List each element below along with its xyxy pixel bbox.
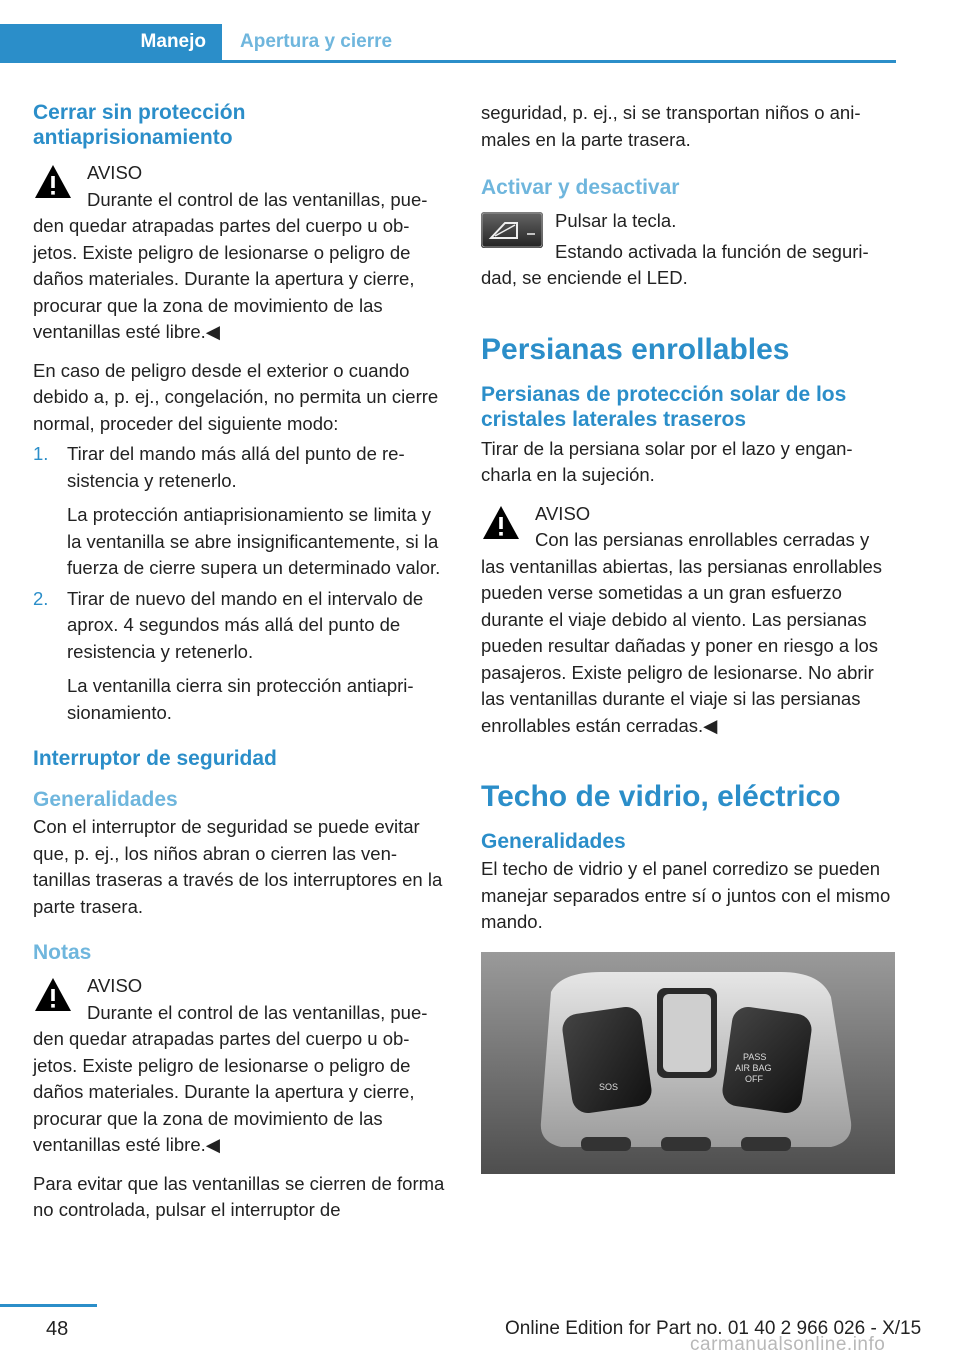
paragraph-estando: Estando activada la función de seguridad, se enciende el LED. [481, 240, 869, 288]
list-subtext: La protección antiaprisionamiento se limita y la ventanilla se abre insignificantemente, si la fuerza de cierre supera un determinado valor. [67, 504, 441, 578]
heading-interruptor: Interruptor de seguridad [33, 747, 277, 770]
window-lock-icon [481, 212, 543, 248]
footer-divider [0, 1304, 97, 1307]
warning-icon [33, 162, 73, 202]
warning-icon [33, 975, 73, 1015]
heading-notas: Notas [33, 941, 92, 964]
warning-title: AVISO [535, 502, 591, 524]
warning-title: AVISO [87, 975, 143, 996]
paragraph-generalidades: Con el interruptor de seguridad se puede evitar que, p. ej., los niños abran o cierren las ventanillas traseras a través de los interruptores en la parte trasera. [33, 816, 443, 917]
heading-techo: Techo de vidrio, eléctrico [481, 780, 841, 813]
off-label: OFF [745, 1073, 763, 1084]
warning-text: Con las persianas enrollables cerradas y las ventanillas abiertas, las persianas enrollables pueden verse sometidas a un gran esfuerzo durante el viaje debido al viento. Las persianas pueden resultar dañadas y poner en riesgo a los pasajeros. Existe peligro de lesionarse. No abrir las ventanillas durante el viaje si las persianas enrollables están cerradas.◀ [481, 529, 883, 736]
list-text: Tirar del mando más allá del punto de resistencia y retenerlo. [67, 443, 405, 491]
sos-label: SOS [599, 1081, 619, 1092]
warning-title: AVISO [87, 162, 143, 183]
overhead-console-photo [481, 952, 895, 1174]
page-header [0, 0, 960, 64]
paragraph-pulsar: Pulsar la tecla. [555, 210, 677, 231]
warning-block-1 [33, 160, 447, 346]
page-number: 48 [46, 1318, 69, 1340]
heading-persianas-sub: Persianas de protección solar de los cristales laterales traseros [481, 382, 847, 431]
airbag-label: AIR BAG [735, 1062, 772, 1073]
list-item [33, 441, 447, 582]
heading-activar: Activar y desactivar [481, 176, 680, 199]
paragraph-evitar: Para evitar que las ventanillas se cierren de forma no controlada, pulsar el interruptor de [33, 1172, 445, 1220]
list-text: Tirar de nuevo del mando en el intervalo de aprox. 4 segundos más allá del punto de resistencia y retenerlo. [67, 587, 424, 662]
header-divider [0, 60, 896, 63]
tab-manejo[interactable]: Manejo [0, 24, 222, 60]
steps-list [33, 441, 447, 726]
warning-block-2 [33, 973, 447, 1159]
edition-text: Online Edition for Part no. 01 40 2 966 026 - X/15 [505, 1318, 922, 1339]
heading-generalidades: Generalidades [33, 788, 178, 811]
right-column [481, 100, 895, 1174]
pass-label: PASS [743, 1051, 767, 1062]
paragraph-techo: El techo de vidrio y el panel corredizo se pueden manejar separados entre sí o juntos con el mismo mando. [481, 858, 891, 932]
paragraph-continuation: seguridad, p. ej., si se transportan niños o animales en la parte trasera. [481, 102, 861, 150]
warning-text: Durante el control de las ventanillas, pueden quedar atrapadas partes del cuerpo u objetos. Existe peligro de lesionarse o peligro de daños materiales. Durante la apertura y cierre, procurar que la zona de movimiento de las ventanillas esté libre.◀ [33, 1001, 428, 1155]
list-item [33, 586, 447, 727]
list-subtext: La ventanilla cierra sin protección antiaprisionamiento. [67, 675, 414, 723]
warning-block-3 [481, 501, 895, 740]
heading-cerrar: Cerrar sin protección antiaprisionamiento [33, 101, 246, 149]
tab-apertura-y-cierre[interactable]: Apertura y cierre [240, 31, 393, 52]
heading-persianas: Persianas enrollables [481, 332, 790, 366]
warning-text: Durante el control de las ventanillas, pueden quedar atrapadas partes del cuerpo u objetos. Existe peligro de lesionarse o peligro de daños materiales. Durante la apertura y cierre, procurar que la zona de movimiento de las ventanillas esté libre.◀ [33, 188, 428, 342]
safety-switch-button-icon [481, 212, 543, 248]
left-column [33, 100, 447, 1224]
list-number: 1. [33, 443, 49, 464]
paragraph-peligro: En caso de peligro desde el exterior o cuando debido a, p. ej., congelación, no permita un cierre normal, proceder del siguiente modo: [33, 359, 439, 434]
warning-icon [481, 503, 521, 543]
watermark: carmanualsonline.info [690, 1334, 886, 1355]
heading-techo-generalidades: Generalidades [481, 830, 626, 853]
list-number: 2. [33, 587, 49, 609]
paragraph-tirar: Tirar de la persiana solar por el lazo y engancharla en la sujeción. [481, 437, 853, 485]
overhead-console-illustration [481, 952, 895, 1174]
activar-block [481, 208, 895, 292]
